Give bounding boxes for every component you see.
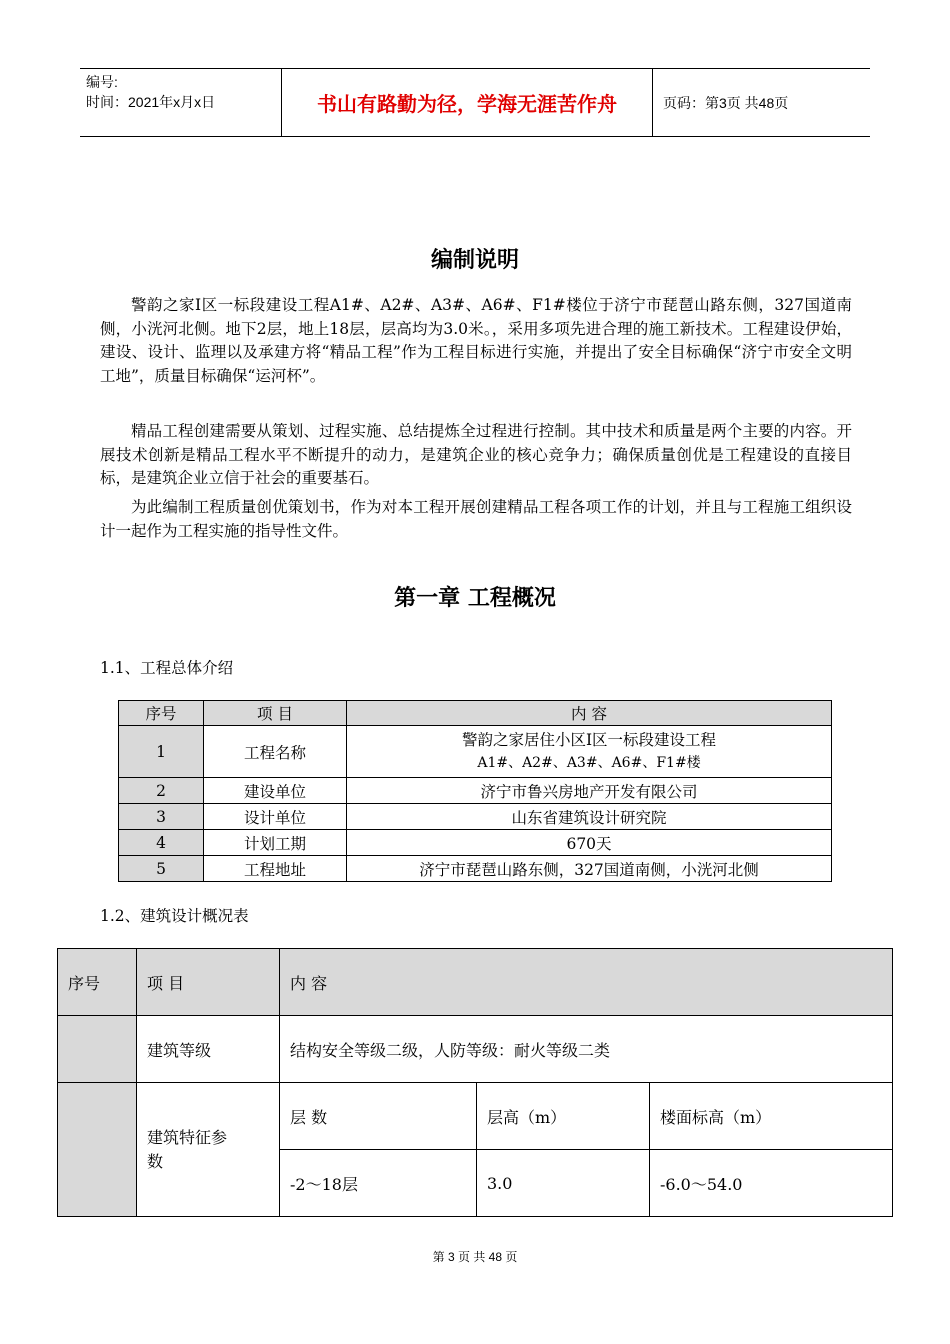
header-motto: 书山有路勤为径，学海无涯苦作舟 [282,69,653,136]
table-row [119,830,832,856]
row-content: 结构安全等级二级，人防等级：耐火等级二类 [280,1016,893,1083]
col-header-item: 项 目 [137,949,280,1016]
section-1-1-heading: 1.1、工程总体介绍 [100,659,234,677]
table-header-row [119,701,832,726]
table-row [119,856,832,882]
row-item: 建设单位 [204,778,347,804]
value-floor-height: 3.0 [477,1150,650,1217]
row-content: 济宁市鲁兴房地产开发有限公司 [347,778,832,804]
row-no [58,1083,137,1217]
row-no: 4 [119,830,204,856]
row-no: 5 [119,856,204,882]
row-content-line: A1#、A2#、A3#、A6#、F1#楼 [477,754,701,771]
document-number-label: 编号: [86,74,118,90]
intro-title: 编制说明 [430,248,519,273]
col-header-item: 项 目 [204,701,347,726]
sub-header-elevation: 楼面标高（m） [650,1083,893,1150]
row-no: 1 [119,726,204,778]
value-floors: -2～18层 [280,1150,477,1217]
section-1-2-heading: 1.2、建筑设计概况表 [100,907,249,925]
intro-paragraph-3: 为此编制工程质量创优策划书，作为对本工程开展创建精品工程各项工作的计划，并且与工程施工组织设计一起作为工程实施的指导性文件。 [100,498,852,540]
row-item: 计划工期 [204,830,347,856]
table-header-row [58,949,893,1016]
row-no [58,1016,137,1083]
row-item: 工程名称 [204,726,347,778]
row-item: 工程地址 [204,856,347,882]
table-row [119,726,832,778]
table-row [58,1083,893,1150]
row-content-line: 警韵之家居住小区Ⅰ区一标段建设工程 [461,730,717,749]
col-header-content: 内 容 [280,949,893,1016]
header-page-code: 页码：第3页 共48页 [663,94,789,111]
page-header [80,68,870,137]
document-date: 时间：2021年x月x日 [86,94,216,110]
row-item [137,1083,280,1217]
intro-paragraph-1: 警韵之家Ⅰ区一标段建设工程A1#、A2#、A3#、A6#、F1#楼位于济宁市琵琶山路东侧，327国道南侧，小洸河北侧。地下2层，地上18层，层高均为3.0米。，采用多项先进合理的施工新技术。工程建设伊始，建设、设计、监理以及承建方将“精品工程”作为工程目标进行实施，并提出了安全目标确保“济宁市安全文明工地”，质量目标确保“运河杯”。 [100,296,852,385]
sub-header-floor-height: 层高（m） [477,1083,650,1150]
table-row [58,1016,893,1083]
project-overview-table [118,700,832,882]
row-content: 山东省建筑设计研究院 [347,804,832,830]
row-content: 济宁市琵琶山路东侧，327国道南侧，小洸河北侧 [347,856,832,882]
architecture-overview-table [57,948,893,1217]
col-header-no: 序号 [58,949,137,1016]
row-item: 设计单位 [204,804,347,830]
page-footer: 第 3 页 共 48 页 [432,1250,518,1264]
row-no: 3 [119,804,204,830]
row-no: 2 [119,778,204,804]
row-item: 建筑等级 [137,1016,280,1083]
row-content [347,726,832,778]
intro-paragraph-2: 精品工程创建需要从策划、过程实施、总结提炼全过程进行控制。其中技术和质量是两个主要的内容。开展技术创新是精品工程水平不断提升的动力，是建筑企业的核心竞争力；确保质量创优是工程建设的直接目标，是建筑企业立信于社会的重要基石。 [100,422,852,487]
feature-label: 建筑特征参数 [147,1127,228,1171]
row-content: 670天 [347,830,832,856]
chapter-title: 第一章 工程概况 [394,586,556,611]
table-row [119,804,832,830]
sub-header-floors: 层 数 [280,1083,477,1150]
table-row [119,778,832,804]
header-meta [80,69,282,136]
col-header-content: 内 容 [347,701,832,726]
col-header-no: 序号 [119,701,204,726]
value-elevation: -6.0～54.0 [650,1150,893,1217]
